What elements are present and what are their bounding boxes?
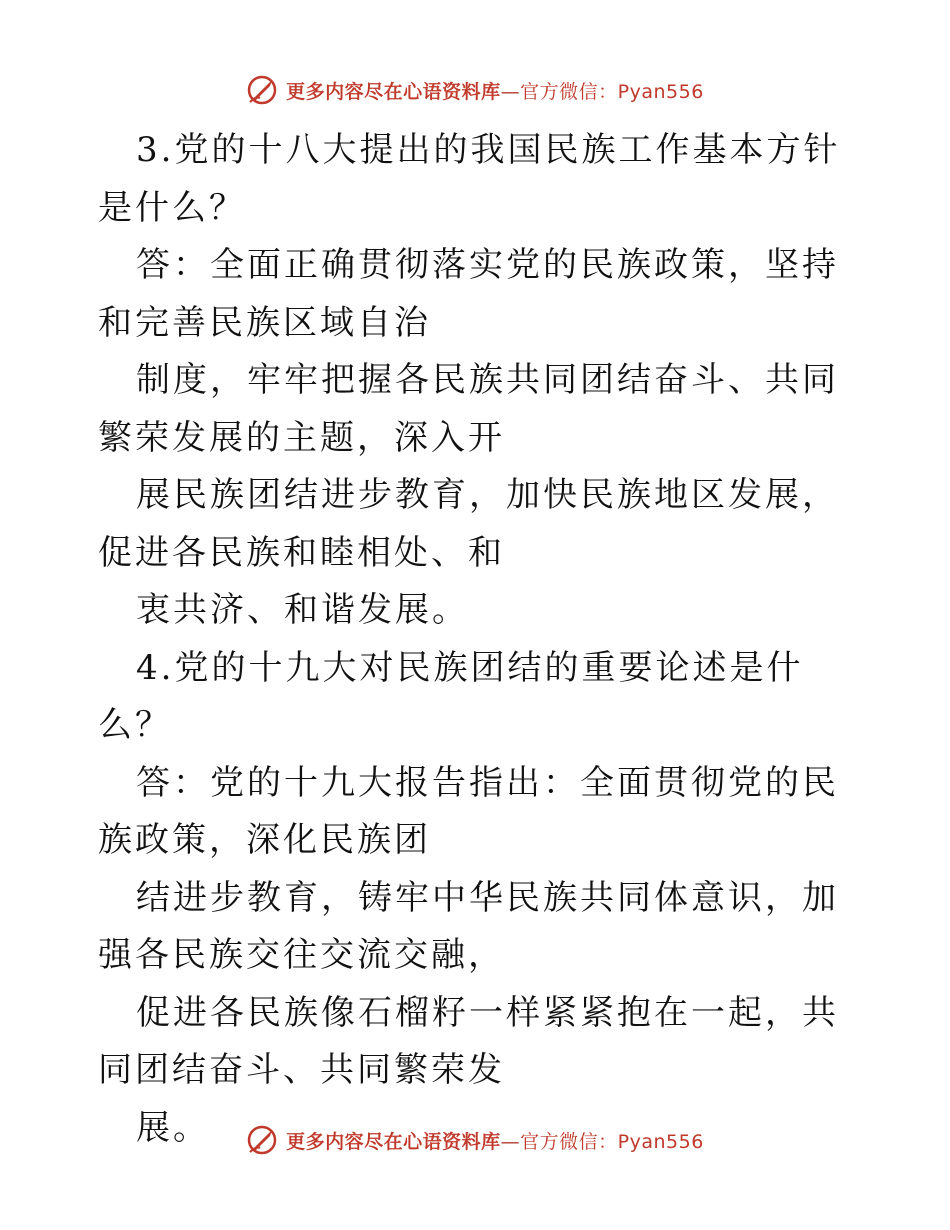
- answer-4-line-4: 展。: [136, 1107, 210, 1148]
- watermark-wechat: 官方微信：Pyan556: [520, 80, 704, 103]
- quill-pen-logo-icon: [246, 1124, 278, 1156]
- answer-4-line-1: 答：党的十九大报告指出：全面贯彻党的民族政策，深化民族团: [98, 762, 839, 860]
- quill-pen-logo-icon: [246, 74, 278, 106]
- page-header-watermark: [0, 70, 950, 110]
- watermark-text: [286, 1127, 704, 1154]
- watermark-separator: —: [500, 80, 521, 103]
- answer-4-line-3: 促进各民族像石榴籽一样紧紧抱在一起，共同团结奋斗、共同繁荣发: [98, 992, 839, 1090]
- watermark-wechat: 官方微信：Pyan556: [520, 1130, 704, 1153]
- answer-3-line-2: 制度，牢牢把握各民族共同团结奋斗、共同繁荣发展的主题，深入开: [98, 360, 839, 458]
- question-3: 3.党的十八大提出的我国民族工作基本方针是什么？: [98, 130, 841, 228]
- watermark-brand: 更多内容尽在心语资料库: [286, 80, 501, 103]
- watermark-text: [286, 77, 704, 104]
- answer-3-line-3: 展民族团结进步教育，加快民族地区发展，促进各民族和睦相处、和: [98, 475, 839, 573]
- watermark-separator: —: [500, 1130, 521, 1153]
- question-4: 4.党的十九大对民族团结的重要论述是什么？: [98, 647, 804, 745]
- answer-3-line-1: 答：全面正确贯彻落实党的民族政策，坚持和完善民族区域自治: [98, 245, 839, 343]
- watermark-brand: 更多内容尽在心语资料库: [286, 1130, 501, 1153]
- document-body: [98, 122, 858, 1157]
- page-footer-watermark: [0, 1120, 950, 1160]
- answer-4-line-2: 结进步教育，铸牢中华民族共同体意识，加强各民族交往交流交融，: [98, 877, 839, 975]
- answer-3-line-4: 衷共济、和谐发展。: [136, 590, 469, 630]
